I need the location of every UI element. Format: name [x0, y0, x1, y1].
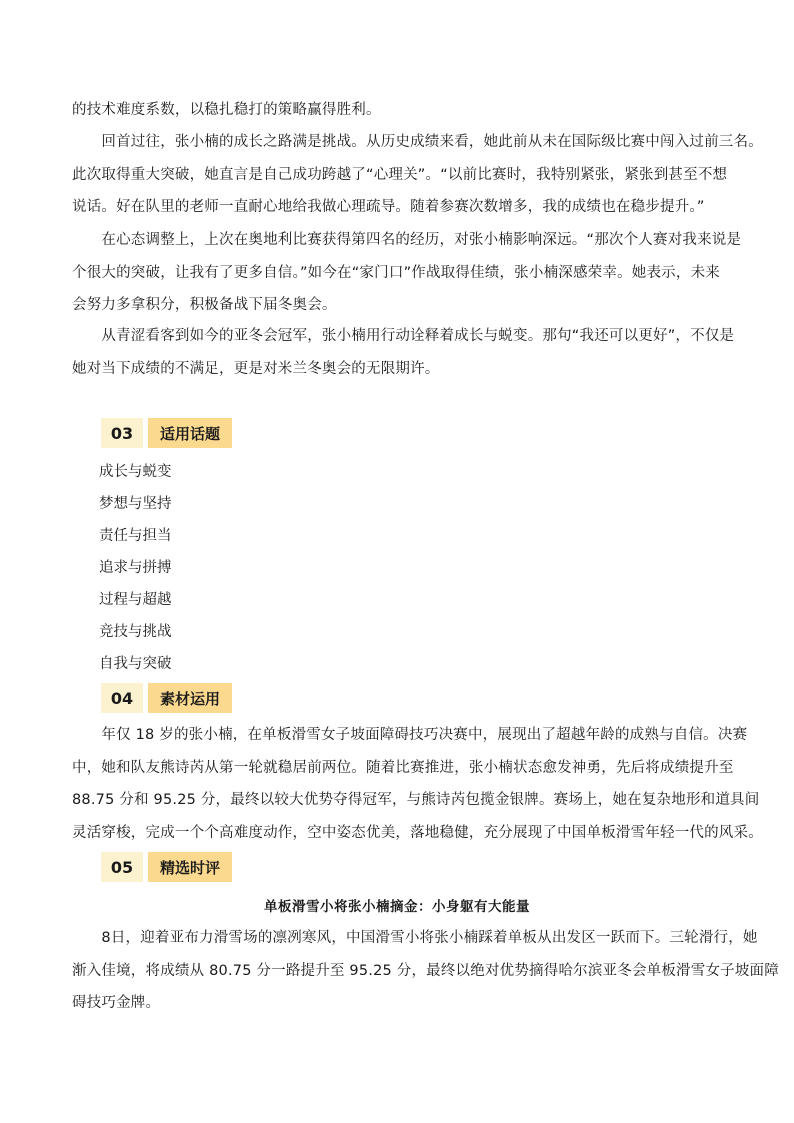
section-heading-04: [101, 683, 232, 713]
paragraph-transformation: [72, 320, 735, 385]
text-line: 碍技巧金牌。: [72, 995, 161, 1011]
text-line: 年仅 18 岁的张小楠，在单板滑雪女子坡面障碍技巧决赛中，展现出了超越年龄的成熟与自信。决赛: [72, 727, 748, 743]
section-number: 05: [101, 852, 143, 882]
paragraph-mindset: [72, 224, 742, 322]
text-line: 在心态调整上，上次在奥地利比赛获得第四名的经历，对张小楠影响深远。“那次个人赛对我来说是: [72, 232, 742, 248]
text-line: 会努力多拿积分，积极备战下届冬奥会。: [72, 297, 337, 313]
text-line: 回首过往，张小楠的成长之路满是挑战。从历史成绩来看，她此前从未在国际级比赛中闯入过前三名。: [72, 134, 763, 150]
section-label: 精选时评: [148, 852, 232, 882]
text-line: 说话。好在队里的老师一直耐心地给我做心理疏导。随着参赛次数增多，我的成绩也在稳步提升。”: [72, 199, 705, 215]
paragraph-growth-challenges: [72, 126, 763, 224]
text-line: 8日，迎着亚布力滑雪场的凛冽寒风，中国滑雪小将张小楠踩着单板从出发区一跃而下。三轮滑行，她: [72, 930, 758, 946]
list-item: 成长与蜕变: [99, 464, 172, 480]
section-label: 素材运用: [148, 683, 232, 713]
paragraph-continuation: [72, 94, 724, 127]
text-line: 88.75 分和 95.25 分，最终以较大优势夺得冠军，与熊诗芮包揽金银牌。赛场上，她在复杂地形和道具间: [72, 792, 760, 808]
text-line: 个很大的突破，让我有了更多自信。”如今在“家门口”作战取得佳绩，张小楠深感荣幸。她表示，未来: [72, 264, 720, 281]
text-line: 灵活穿梭，完成一个个高难度动作，空中姿态优美，落地稳健，充分展现了中国单板滑雪年轻一代的风采。: [72, 824, 763, 841]
list-item: 自我与突破: [99, 656, 172, 672]
section-heading-05: [101, 852, 232, 882]
section-number: 04: [101, 683, 143, 713]
list-item: 责任与担当: [99, 528, 172, 544]
article-title: 单板滑雪小将张小楠摘金：小身躯有大能量: [264, 899, 530, 915]
text-line: 渐入佳境，将成绩从 80.75 分一路提升至 95.25 分，最终以绝对优势摘得哈尔滨亚冬会单板滑雪女子坡面障: [72, 962, 779, 979]
text-line: 中，她和队友熊诗芮从第一轮就稳居前两位。随着比赛推进，张小楠状态愈发神勇，先后将成绩提升至: [72, 759, 734, 776]
text-line: 从青涩看客到如今的亚冬会冠军，张小楠用行动诠释着成长与蜕变。那句“我还可以更好”，不仅是: [72, 328, 735, 344]
paragraph-commentary: [72, 922, 779, 1020]
topic-list: [99, 456, 172, 680]
section-number: 03: [101, 418, 143, 448]
paragraph-material: [72, 719, 763, 849]
list-item: 追求与拼搏: [99, 560, 172, 576]
list-item: 过程与超越: [99, 592, 172, 608]
text-line: 此次取得重大突破，她直言是自己成功跨越了“心理关”。“以前比赛时，我特别紧张，紧张到甚至不想: [72, 166, 728, 183]
list-item: 梦想与坚持: [99, 496, 172, 512]
section-label: 适用话题: [148, 418, 232, 448]
section-heading-03: [101, 418, 232, 448]
list-item: 竞技与挑战: [99, 624, 172, 640]
text-line: 的技术难度系数，以稳扎稳打的策略赢得胜利。: [72, 102, 381, 118]
text-line: 她对当下成绩的不满足，更是对米兰冬奥会的无限期许。: [72, 360, 440, 377]
